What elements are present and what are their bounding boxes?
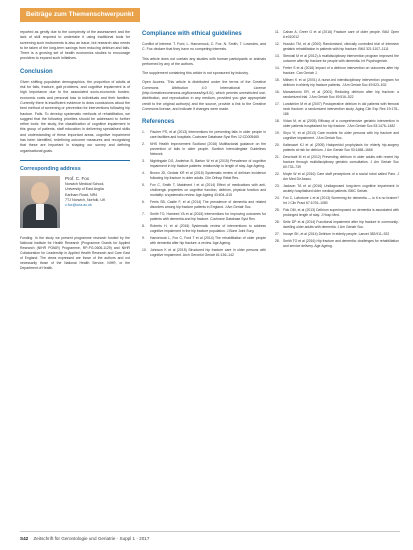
reference-item: 4. Brown JD, Gedatz KR et al (2015) Systematic review of delirium incidence following hip fracture in older adults. Clin Orthop Relat Res. xyxy=(142,171,266,181)
reference-item: 1. Fischer PS, et al (2013) Interventions for preventing falls in older people in care facilities and hospitals. Cochrane Database Syst Rev 12:CD005465 xyxy=(142,130,266,140)
reference-list xyxy=(142,130,266,258)
compliance-paragraph: The supplement containing this article is not sponsored by industry. xyxy=(142,71,249,76)
reference-item: 12. Huusko TM, et al (2000) Randomised, clinically controlled trial of intensive geriatric rehabilitation in patients with hip fracture. BMJ 321:1107–1111 xyxy=(275,42,399,51)
reference-item: 26. Seitz DP et al (2014) Functional impairment after hip fracture in community-dwelling older adults with dementia. J Am Geriatr Soc. xyxy=(275,220,399,229)
reference-item: 11. Cahan A, Greer G et al (2016) Fracture care of older people. BMJ Open 6:e010012 xyxy=(275,30,399,39)
reference-item: 7. Smith TO, Hameed YA et al (2015) Interventions for improving outcomes for patients with dementia and hip fracture. Cochrane Database Syst Rev. xyxy=(142,212,266,222)
reference-item: 5. Fox C, Smith T, Maidment I et al (2014) Effect of medications with anti-cholinergic properties on cognitive function, delirium, physical function and mortality: a systematic review. Age Ageing 43:604–615 xyxy=(142,183,266,198)
reference-item: 24. Fox C, Lafortune L et al (2013) Screening for dementia — is it a no brainer? Int J Clin Pract 67:1076–1080 xyxy=(275,196,399,205)
address-line: University of East Anglia xyxy=(65,187,104,192)
reference-item: 27. Inouye SK, et al (2014) Delirium in elderly people. Lancet 383:911–922 xyxy=(275,232,390,236)
page-footer xyxy=(20,531,400,542)
reference-item: 20. Kalisvaart KJ et al (2005) Haloperidol prophylaxis for elderly hip-surgery patients at risk for delirium. J Am Geriatr Soc 53:1658–1666 xyxy=(275,143,399,152)
reference-item: 22. Moyle W et al (2016) Care staff perceptions of a social robot called Paro. J Am Med Dir Assoc. xyxy=(275,172,399,181)
funding-note: Funding. In the study we present programme research funded by the National Institute for Health Research (Programme Grants for Applied Research (NIHR PGfAR) Programme, RP-PG-0606-1129) and NIHR Collaboration for Leadership in Applied Health Research and Care East of England. The views expressed are those of the authors and not necessarily those of the National Health Service, NIHR, or the Department of Health. xyxy=(20,235,130,270)
address-line: 7TJ Norwich, Norfolk, UK xyxy=(65,197,106,202)
address-line: Earlham Road, NR4 xyxy=(65,192,98,197)
journal-name: Zeitschrift für Gerontologie und Geriatrie · Suppl 1 · 2017 xyxy=(33,536,150,541)
reference-list xyxy=(275,30,399,249)
reference-item: 25. Fick DM, et al (2013) Delirium superimposed on dementia is associated with prolonged length of stay. J Hosp Med. xyxy=(275,208,399,217)
reference-item: 8. Roberts H, et al (2016) Systematic review of interventions to address cognitive impairment in the hip fracture population. J Bone Joint Surg. xyxy=(142,224,266,234)
references-heading: References xyxy=(142,119,175,126)
author-name: Prof. C. Fox xyxy=(65,175,90,181)
reference-item: 3. Nightingale DG, Anderton B, Barton W et al (2015) Prevalence of cognitive impairment in hip fracture patients: relationship to length of stay. Age Ageing. xyxy=(142,159,266,169)
open-access-paragraph: Open Access. This article is distributed under the terms of the Creative Commons Attribution 4.0 International License (http://creativecommons.org/licenses/by/4.0/), which permits unrestricted use, distribution, and reproduction in any medium, provided you give appropriate credit to the original author(s) and the source, provide a link to the Creative Commons license, and indicate if changes were made. xyxy=(142,80,266,111)
reference-item: 23. Jackson TA et al (2016) Undiagnosed long-term cognitive impairment in acutely hospitalised older medical patients. BMC Geriatr. xyxy=(275,184,399,193)
column-left xyxy=(20,30,130,271)
reference-item: 18. Vidan M, et al (2005) Efficacy of a comprehensive geriatric intervention in older patients hospitalized for hip fracture. J Am Geriatr Soc 53:1476–1482 xyxy=(275,119,399,128)
column-middle xyxy=(142,30,266,260)
author-photo xyxy=(20,176,60,228)
corresponding-address xyxy=(20,160,130,228)
reference-item: 16. Marcantonio ER, et al (2001) Reducing delirium after hip fracture: a randomized trial. J Am Geriatr Soc 49:516–522 xyxy=(275,90,399,99)
reference-item: 14. Freter S et al (2016) Impact of a delirium intervention on outcomes after hip fracture. Can Geriatr J. xyxy=(275,66,399,75)
reference-item: 21. Deschodt M et al (2012) Preventing delirium in older adults with recent hip fracture through multidisciplinary geriatric consultation. J Am Geriatr Soc 60:733–739 xyxy=(275,155,399,169)
author-email-link[interactable]: c.fox@uea.ac.uk xyxy=(65,203,92,208)
reference-item: 28. Smith TO et al (2016) Hip fracture and dementia: challenges for rehabilitation and service delivery. Age Ageing. xyxy=(275,239,399,248)
conclusion-heading: Conclusion xyxy=(20,68,53,75)
column-right xyxy=(275,30,399,251)
reference-item: 13. Stenvall M et al (2012) A multidisciplinary intervention program improved the outcome after hip fracture for people with dementia. Int Psychogeriatr. xyxy=(275,54,399,63)
address-line: Norwich Medical School, xyxy=(65,181,105,186)
reference-item: 19. Shyu YI, et al (2013) Care models for older persons with hip fracture and cognitive impairment. J Am Geriatr Soc. xyxy=(275,131,399,140)
conclusion-paragraph: Given shifting population demographics, the proportion of adults at risk for falls, fracture, gait problems, and cognitive impairment is of high importance due to the associated socio-economic burden, economic costs and personal loss to individuals and their families. Currently there is insufficient evidence to draw conclusions about the best method of screening or prevention for interventions following hip fracture. Falls. To develop systematic methods of rehabilitation, we suggest that the following priorities should be addressed to further refine tools: the study, the classification of cognitive impairment in this group of patients, staff education in delivering specialised skills and understanding of these important areas, cognitive impairment has been identified, redefining outcome measures and recognising that these are important in shaping our survey and defining organisational goals. xyxy=(20,79,130,153)
compliance-heading: Compliance with ethical guidelines xyxy=(142,31,242,37)
compliance-paragraph: Conflict of interest. T. Ford, L. Hanvenock, C. Fox, N. Smith, T. Lowndes, and C. Fox declare that they have no competing interests. xyxy=(142,42,266,52)
section-tab: Beiträge zum Themenschwerpunkt xyxy=(20,8,140,22)
body-paragraph: reported as gently due to the complexity of the assessment and the lack of skill required to undertake it using traditional tools for screening such instruments is also an issue, but research also needs to be taken of the long-term savings from reducing delirium and falls. There is a growing set of health economics studies to encourage providers to expand such initiatives. xyxy=(20,30,130,61)
compliance-paragraph: This article does not contain any studies with human participants or animals performed by any of the authors. xyxy=(142,56,266,66)
address-heading: Corresponding address xyxy=(20,165,81,172)
page-number: S42 xyxy=(20,536,29,541)
reference-item: 15. Milisen K et al (2001) A nurse-led interdisciplinary intervention program for delirium in elderly hip fracture patients. J Am Geriatr Soc 49:523–532 xyxy=(275,78,399,87)
reference-item: 2. NHS Health Improvement Scotland (2016) Multifactorial guidance on the prevention of falls in older people. Scottish Intercollegiate Guidelines Network. xyxy=(142,142,266,157)
reference-item: 17. Lundström M et al (2007) Postoperative delirium in old patients with femoral neck fracture: a randomized intervention study. Aging Clin Exp Res 19:178–186 xyxy=(275,102,399,116)
reference-item: 10. Johnson K et al (2015) Structured hip fracture care in older persons with cognitive impairment. Arch Gerontol Geriatr 61:136–142 xyxy=(142,248,266,258)
header-band xyxy=(0,0,413,22)
reference-item: 6. Ferris SB, Castle F, et al (2014) The prevalence of dementia and related disorders among hip fracture patients in England. J Am Geriatr Soc. xyxy=(142,200,266,210)
reference-item: 9. Hanvenock L, Fox C, Ford T et al (2014) The rehabilitation of older people with dementia after hip fracture: a review. Age Ageing. xyxy=(142,236,266,246)
